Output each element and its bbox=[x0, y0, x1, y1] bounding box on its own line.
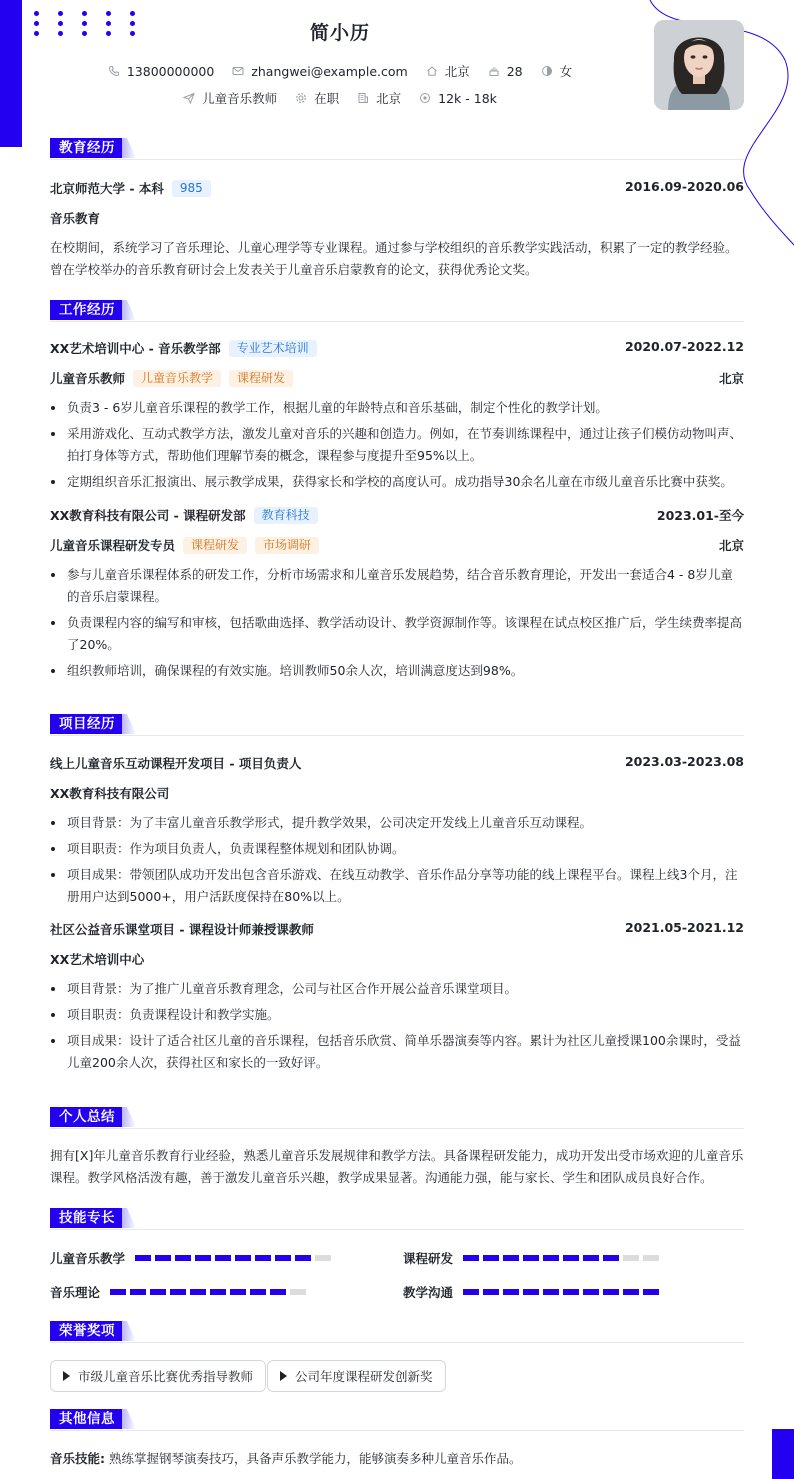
work-date: 2020.07-2022.12 bbox=[624, 339, 744, 354]
contact-row-secondary bbox=[0, 89, 680, 107]
list-item: 负责课程内容的编写和审核，包括歌曲选择、教学活动设计、教学资源制作等。该课程在试点校区推广后，学生续费率提高了20%。 bbox=[50, 612, 744, 656]
education-header bbox=[50, 138, 744, 160]
skill-bar-segment bbox=[563, 1255, 579, 1261]
skill-bar-segment bbox=[583, 1289, 599, 1295]
work-section bbox=[50, 300, 744, 686]
skill-bar-segment bbox=[130, 1289, 146, 1295]
contact-salary bbox=[419, 91, 497, 106]
skill-bar-segment bbox=[275, 1255, 291, 1261]
award-name: 公司年度课程研发创新奖 bbox=[295, 1369, 433, 1384]
skill-bar-segment bbox=[295, 1255, 311, 1261]
project-row bbox=[50, 920, 744, 940]
skill-bar-segment bbox=[643, 1255, 659, 1261]
position-tag: 儿童音乐教学 bbox=[133, 370, 221, 387]
other-section bbox=[50, 1409, 744, 1470]
skill-bar-segment bbox=[463, 1289, 479, 1295]
section-title: 个人总结 bbox=[50, 1107, 124, 1127]
skill-bar-segment bbox=[255, 1255, 271, 1261]
award-name: 市级儿童音乐比赛优秀指导教师 bbox=[78, 1369, 254, 1384]
project-header bbox=[50, 714, 744, 736]
skill-bar-segment bbox=[230, 1289, 246, 1295]
skill-bar-segment bbox=[603, 1255, 619, 1261]
skills-header bbox=[50, 1208, 744, 1230]
coin-icon bbox=[419, 92, 431, 104]
project-section bbox=[50, 714, 744, 1078]
list-item: 组织教师培训，确保课程的有效实施。培训教师50余人次，培训满意度达到98%。 bbox=[50, 660, 744, 682]
contact-job bbox=[183, 89, 277, 107]
major-row bbox=[50, 209, 744, 229]
skill-bar-segment bbox=[643, 1289, 659, 1295]
position-name: 儿童音乐课程研发专员 bbox=[50, 538, 176, 553]
skill-bar-segment bbox=[563, 1289, 579, 1295]
gear-icon bbox=[295, 92, 307, 104]
send-icon bbox=[183, 92, 195, 104]
section-title: 荣誉奖项 bbox=[50, 1321, 124, 1341]
list-item: 负责3 - 6岁儿童音乐课程的教学工作，根据儿童的年龄特点和音乐基础，制定个性化的教学计划。 bbox=[50, 397, 744, 419]
play-icon bbox=[63, 1371, 70, 1381]
skill-bar-segment bbox=[270, 1289, 286, 1295]
work-position-row bbox=[50, 536, 744, 556]
work-bullets bbox=[50, 564, 744, 682]
job-title-value: 儿童音乐教师 bbox=[202, 91, 278, 106]
skill-name: 课程研发 bbox=[403, 1251, 454, 1266]
summary-text: 拥有[X]年儿童音乐教育行业经验，熟悉儿童音乐发展规律和教学方法。具备课程研发能力，成功开发出受市场欢迎的儿童音乐课程。教学风格活泼有趣，善于激发儿童音乐兴趣，教学成果显著。沟通能力强，能与家长、学生和团队成员良好合作。 bbox=[50, 1148, 744, 1185]
contact-age bbox=[488, 64, 523, 79]
education-row bbox=[50, 179, 744, 199]
section-title-tail bbox=[122, 300, 136, 320]
phone-value: 13800000000 bbox=[126, 63, 215, 79]
skill-bar-segment bbox=[483, 1289, 499, 1295]
work-company-row bbox=[50, 506, 744, 526]
position-name: 儿童音乐教师 bbox=[50, 371, 126, 386]
city-value: 北京 bbox=[444, 64, 470, 79]
school-name: 北京师范大学 - 本科 bbox=[50, 181, 164, 196]
contact-gender bbox=[541, 62, 573, 80]
awards-list bbox=[50, 1360, 744, 1392]
skill-bar-segment bbox=[210, 1289, 226, 1295]
age-value: 28 bbox=[506, 63, 523, 79]
email-value[interactable]: zhangwei@example.com bbox=[251, 63, 408, 79]
award-card bbox=[50, 1360, 266, 1392]
section-title-tail bbox=[122, 1208, 136, 1228]
contact-status bbox=[295, 89, 339, 107]
project-date: 2023.03-2023.08 bbox=[624, 754, 744, 769]
work-bullets bbox=[50, 397, 744, 493]
summary-section bbox=[50, 1107, 744, 1189]
skill-bar-segment bbox=[215, 1255, 231, 1261]
skill-item bbox=[50, 1283, 306, 1301]
skill-bar-segment bbox=[543, 1255, 559, 1261]
work-position-row bbox=[50, 369, 744, 389]
skill-item bbox=[403, 1283, 659, 1301]
list-item: 定期组织音乐汇报演出、展示教学成果，获得家长和学校的高度认可。成功指导30余名儿童在市级儿童音乐比赛中获奖。 bbox=[50, 471, 744, 493]
project-org: XX教育科技有限公司 bbox=[50, 786, 170, 801]
skill-bar-segment bbox=[603, 1289, 619, 1295]
skill-bar-segment bbox=[503, 1289, 519, 1295]
list-item: 项目背景：为了推广儿童音乐教育理念，公司与社区合作开展公益音乐课堂项目。 bbox=[50, 978, 744, 1000]
position-tag: 课程研发 bbox=[229, 370, 293, 387]
project-bullets bbox=[50, 812, 744, 908]
skill-bar-segment bbox=[523, 1255, 539, 1261]
project-name: 社区公益音乐课堂项目 - 课程设计师兼授课教师 bbox=[50, 922, 314, 937]
skill-bar-segment bbox=[623, 1289, 639, 1295]
target-city-value: 北京 bbox=[376, 91, 402, 106]
skill-name: 音乐理论 bbox=[50, 1285, 101, 1300]
profile-photo bbox=[654, 20, 744, 110]
list-item: 采用游戏化、互动式教学方法，激发儿童对音乐的兴趣和创造力。例如，在节奏训练课程中，通过让孩子们模仿动物叫声、拍打身体等方式，帮助他们理解节奏的概念，课程参与度提升至95%以上。 bbox=[50, 423, 744, 467]
skill-bar-segment bbox=[110, 1289, 126, 1295]
salary-value: 12k - 18k bbox=[438, 90, 497, 106]
work-location: 北京 bbox=[718, 371, 744, 386]
skill-item bbox=[50, 1249, 331, 1267]
skill-bar-segment bbox=[235, 1255, 251, 1261]
skill-level-bar bbox=[135, 1255, 331, 1261]
skill-bar-segment bbox=[250, 1289, 266, 1295]
skill-bar-segment bbox=[170, 1289, 186, 1295]
skill-bar-segment bbox=[623, 1255, 639, 1261]
project-org-row bbox=[50, 950, 744, 970]
skill-bar-segment bbox=[483, 1255, 499, 1261]
skill-bar-segment bbox=[290, 1289, 306, 1295]
section-title: 技能专长 bbox=[50, 1208, 124, 1228]
other-header bbox=[50, 1409, 744, 1431]
contact-email bbox=[232, 64, 407, 79]
list-item: 项目背景：为了丰富儿童音乐教学形式，提升教学效果，公司决定开发线上儿童音乐互动课程。 bbox=[50, 812, 744, 834]
project-date: 2021.05-2021.12 bbox=[624, 920, 744, 935]
company-name: XX艺术培训中心 - 音乐教学部 bbox=[50, 341, 221, 356]
summary-header bbox=[50, 1107, 744, 1129]
section-title: 项目经历 bbox=[50, 714, 124, 734]
list-item: 项目职责：负责课程设计和教学实施。 bbox=[50, 1004, 744, 1026]
skill-bar-segment bbox=[523, 1289, 539, 1295]
contact-city bbox=[426, 62, 470, 80]
project-bullets bbox=[50, 978, 744, 1074]
home-icon bbox=[426, 65, 438, 77]
section-title-tail bbox=[122, 1321, 136, 1341]
skill-bar-segment bbox=[503, 1255, 519, 1261]
skill-item bbox=[403, 1249, 659, 1267]
skill-bar-segment bbox=[195, 1255, 211, 1261]
section-title-tail bbox=[122, 1409, 136, 1429]
mail-icon bbox=[232, 65, 244, 77]
play-icon bbox=[280, 1371, 287, 1381]
skill-bar-segment bbox=[583, 1255, 599, 1261]
skill-bar-segment bbox=[315, 1255, 331, 1261]
contact-target-city bbox=[357, 89, 401, 107]
awards-header bbox=[50, 1321, 744, 1343]
work-date: 2023.01-至今 bbox=[656, 508, 744, 523]
status-value: 在职 bbox=[314, 91, 340, 106]
list-item: 参与儿童音乐课程体系的研发工作，分析市场需求和儿童音乐发展趋势，结合音乐教育理论，开发出一套适合4 - 8岁儿童的音乐启蒙课程。 bbox=[50, 564, 744, 608]
gender-value: 女 bbox=[559, 64, 573, 79]
other-info-text: 熟练掌握钢琴演奏技巧，具备声乐教学能力，能够演奏多种儿童音乐作品。 bbox=[108, 1451, 522, 1466]
work-header bbox=[50, 300, 744, 322]
skill-bar-segment bbox=[190, 1289, 206, 1295]
section-title: 教育经历 bbox=[50, 138, 124, 158]
skill-bar-segment bbox=[155, 1255, 171, 1261]
skill-bar-segment bbox=[543, 1289, 559, 1295]
work-location: 北京 bbox=[718, 538, 744, 553]
skill-bar-segment bbox=[463, 1255, 479, 1261]
skill-level-bar bbox=[463, 1289, 659, 1295]
section-title: 其他信息 bbox=[50, 1409, 124, 1429]
major-name: 音乐教育 bbox=[50, 211, 101, 226]
school-tag: 985 bbox=[172, 180, 211, 197]
skill-level-bar bbox=[110, 1289, 306, 1295]
skill-bar-segment bbox=[150, 1289, 166, 1295]
position-tag: 市场调研 bbox=[255, 537, 319, 554]
company-name: XX教育科技有限公司 - 课程研发部 bbox=[50, 508, 246, 523]
building-icon bbox=[357, 92, 369, 104]
project-name: 线上儿童音乐互动课程开发项目 - 项目负责人 bbox=[50, 756, 302, 771]
contact-row-primary bbox=[0, 62, 680, 80]
education-date: 2016.09-2020.06 bbox=[624, 179, 744, 194]
skill-bar-segment bbox=[175, 1255, 191, 1261]
skill-name: 教学沟通 bbox=[403, 1285, 454, 1300]
project-row bbox=[50, 754, 744, 774]
skills-section bbox=[50, 1208, 744, 1230]
resume-name: 简小历 bbox=[309, 22, 370, 44]
award-card bbox=[267, 1360, 446, 1392]
other-info-label: 音乐技能: bbox=[50, 1451, 105, 1466]
section-title: 工作经历 bbox=[50, 300, 124, 320]
skill-level-bar bbox=[463, 1255, 659, 1261]
skill-name: 儿童音乐教学 bbox=[50, 1251, 126, 1266]
work-company-row bbox=[50, 339, 744, 359]
phone-icon bbox=[108, 65, 120, 77]
list-item: 项目成果：设计了适合社区儿童的音乐课程，包括音乐欣赏、简单乐器演奏等内容。累计为社区儿童授课100余课时，受益儿童200余人次，获得社区和家长的一致好评。 bbox=[50, 1030, 744, 1074]
project-org: XX艺术培训中心 bbox=[50, 952, 145, 967]
cake-icon bbox=[488, 65, 500, 77]
education-section bbox=[50, 138, 744, 281]
company-tag: 专业艺术培训 bbox=[229, 340, 317, 357]
other-info-line bbox=[50, 1448, 744, 1470]
section-title-tail bbox=[122, 138, 136, 158]
education-description: 在校期间，系统学习了音乐理论、儿童心理学等专业课程。通过参与学校组织的音乐教学实践活动，积累了一定的教学经验。曾在学校举办的音乐教育研讨会上发表关于儿童音乐启蒙教育的论文，获得优秀论文奖。 bbox=[50, 240, 738, 277]
project-org-row bbox=[50, 784, 744, 804]
section-title-tail bbox=[122, 1107, 136, 1127]
company-tag: 教育科技 bbox=[254, 507, 318, 524]
list-item: 项目职责：作为项目负责人，负责课程整体规划和团队协调。 bbox=[50, 838, 744, 860]
gender-icon bbox=[541, 65, 553, 77]
position-tag: 课程研发 bbox=[183, 537, 247, 554]
list-item: 项目成果：带领团队成功开发出包含音乐游戏、在线互动教学、音乐作品分享等功能的线上课程平台。课程上线3个月，注册用户达到5000+，用户活跃度保持在80%以上。 bbox=[50, 864, 744, 908]
corner-decoration-block bbox=[772, 1429, 794, 1479]
awards-section bbox=[50, 1321, 744, 1343]
section-title-tail bbox=[122, 714, 136, 734]
skill-bar-segment bbox=[135, 1255, 151, 1261]
contact-phone bbox=[108, 64, 214, 79]
